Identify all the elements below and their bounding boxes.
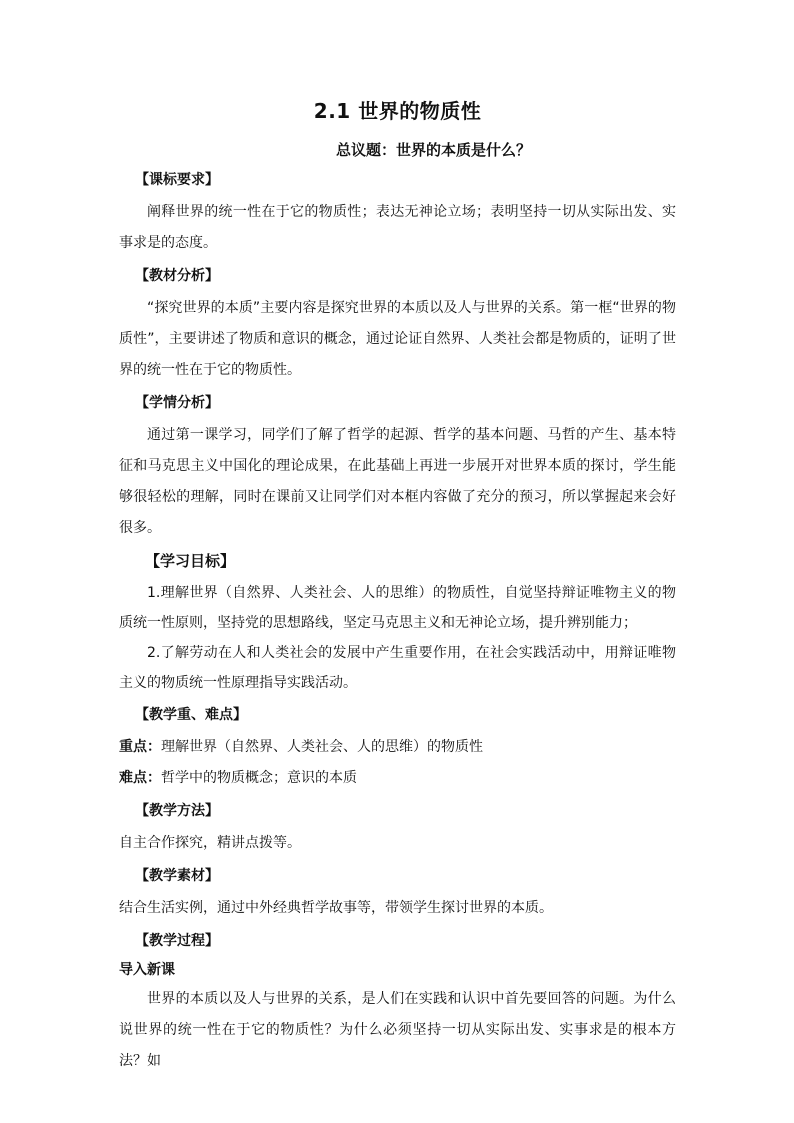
methods-text: 自主合作探究，精讲点拨等。 — [119, 835, 301, 851]
materials-text: 结合生活实例，通过中外经典哲学故事等，带领学生探讨世界的本质。 — [119, 900, 553, 916]
goal-item-2: 2.了解劳动在人和人类社会的发展中产生重要作用，在社会实践活动中，用辩证唯物主义的物质统一性原理指导实践活动。 — [119, 645, 676, 691]
curriculum-heading: 【课标要求】 — [135, 172, 219, 188]
process-heading: 【教学过程】 — [135, 933, 219, 949]
textbook-text: “探究世界的本质”主要内容是探究世界的本质以及人与世界的关系。第一框“世界的物质性”，主要讲述了物质和意识的概念，通过论证自然界、人类社会都是物质的，证明了世界的统一性在于它的物质性。 — [119, 300, 676, 378]
goals-heading: 【学习目标】 — [145, 552, 236, 570]
difficult-point-line — [119, 763, 676, 794]
process-subheading: 导入新课 — [119, 962, 175, 978]
students-heading: 【学情分析】 — [135, 395, 219, 411]
goal-item-1: 1.理解世界（自然界、人类社会、人的思维）的物质性，自觉坚持辩证唯物主义的物质统一性原则，坚持党的思想路线，坚定马克思主义和无神论立场，提升辨别能力； — [119, 585, 676, 631]
methods-heading: 【教学方法】 — [135, 803, 219, 819]
document-subtitle: 总议题：世界的本质是什么？ — [335, 141, 531, 159]
document-title: 2.1 世界的物质性 — [313, 99, 482, 123]
students-text: 通过第一课学习，同学们了解了哲学的起源、哲学的基本问题、马哲的产生、基本特征和马克思主义中国化的理论成果，在此基础上再进一步展开对世界本质的探讨，学生能够很轻松的理解，同时在课前又让同学们对本框内容做了充分的预习，所以掌握起来会好很多。 — [119, 427, 676, 536]
document-page — [119, 96, 676, 1077]
difficult-point-text: 哲学中的物质概念；意识的本质 — [161, 770, 357, 786]
key-point-text: 理解世界（自然界、人类社会、人的思维）的物质性 — [161, 739, 483, 755]
materials-heading: 【教学素材】 — [135, 868, 219, 884]
key-point-label: 重点： — [119, 739, 161, 755]
textbook-heading: 【教材分析】 — [135, 268, 219, 284]
keypoints-heading: 【教学重、难点】 — [135, 707, 247, 723]
process-text: 世界的本质以及人与世界的关系，是人们在实践和认识中首先要回答的问题。为什么说世界的统一性在于它的物质性？为什么必须坚持一切从实际出发、实事求是的根本方法？如 — [119, 991, 676, 1069]
key-point-line — [119, 732, 676, 763]
difficult-point-label: 难点： — [119, 770, 161, 786]
curriculum-text: 阐释世界的统一性在于它的物质性；表达无神论立场；表明坚持一切从实际出发、实事求是的态度。 — [119, 204, 676, 251]
